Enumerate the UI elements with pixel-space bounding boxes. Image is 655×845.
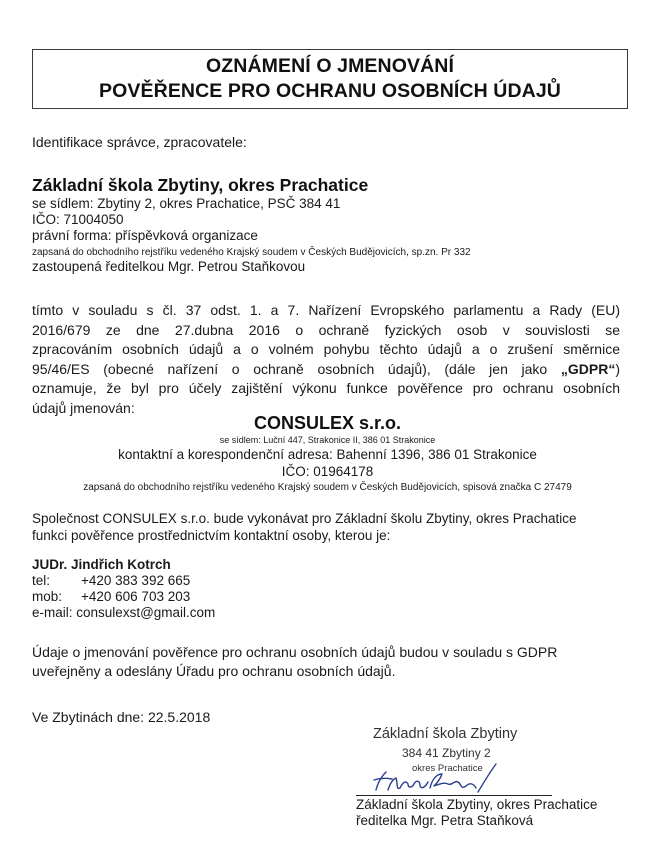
service-line-2: funkci pověřence prostřednictvím kontaktní osoby, kterou je:: [32, 528, 391, 543]
paragraph-text: ): [615, 360, 620, 377]
contact-mob: [32, 589, 190, 604]
signature-line: [356, 795, 552, 796]
stamp-line-2: 384 41 Zbytiny 2: [402, 746, 491, 760]
mob-label: mob:: [32, 589, 63, 604]
controller-seat: se sídlem: Zbytiny 2, okres Prachatice, PSČ 384 41: [32, 196, 341, 211]
dpo-company-seat: se sídlem: Luční 447, Strakonice II, 386 01 Strakonice: [219, 435, 436, 445]
paragraph-text: 95/46/ES (obecné nařízení o ochraně osobních údajů), (dále jen jako: [32, 360, 561, 377]
title-line-1: OZNÁMENÍ O JMENOVÁNÍ: [206, 55, 454, 77]
controller-name: Základní škola Zbytiny, okres Prachatice: [32, 175, 369, 195]
signature-block-line-2: ředitelka Mgr. Petra Staňková: [356, 813, 534, 828]
controller-register: zapsaná do obchodního rejstříku vedeného Krajský soudem v Českých Budějovicích, sp.zn. Pr 332: [32, 247, 471, 258]
controller-represented: zastoupená ředitelkou Mgr. Petrou Staňkovou: [32, 259, 306, 274]
paragraph-line: zpracováním osobních údajů a o volném pohybu těchto údajů a o zrušení směrnice: [32, 341, 620, 358]
tel-value: +420 383 392 665: [81, 573, 191, 588]
paragraph-line: [32, 360, 620, 380]
appointment-paragraph: [32, 301, 620, 419]
controller-legal-form: právní forma: příspěvková organizace: [32, 228, 258, 243]
dpo-contact-address: kontaktní a korespondenční adresa: Bahenní 1396, 386 01 Strakonice: [118, 447, 537, 462]
publication-line-2: uveřejněny a odeslány Úřadu pro ochranu osobních údajů.: [32, 663, 396, 679]
paragraph-line: údajů jmenován:: [32, 399, 135, 416]
paragraph-line: tímto v souladu s čl. 37 odst. 1. a 7. Nařízení Evropského parlamentu a Rady (EU): [32, 302, 620, 318]
contact-person-name: JUDr. Jindřich Kotrch: [32, 557, 171, 572]
email-label: e-mail:: [32, 605, 73, 620]
dpo-company-ico: IČO: 01964178: [281, 464, 374, 479]
document-title-box: [32, 49, 628, 109]
contact-tel: [32, 573, 190, 588]
controller-ico: IČO: 71004050: [32, 212, 124, 227]
contact-email: [32, 605, 215, 620]
mob-value: +420 606 703 203: [81, 589, 191, 604]
signature-block-line-1: Základní škola Zbytiny, okres Prachatice: [356, 797, 598, 812]
publication-line-1: Údaje o jmenování pověřence pro ochranu osobních údajů budou v souladu s GDPR: [32, 644, 558, 660]
title-line-2: POVĚŘENCE PRO OCHRANU OSOBNÍCH ÚDAJŮ: [99, 80, 561, 102]
controller-intro: Identifikace správce, zpracovatele:: [32, 134, 247, 150]
email-value[interactable]: consulexst@gmail.com: [76, 605, 216, 620]
service-line-1: Společnost CONSULEX s.r.o. bude vykonávat pro Základní školu Zbytiny, okres Prachatice: [32, 511, 577, 526]
gdpr-term: „GDPR“: [560, 360, 616, 377]
stamp-line-3: okres Prachatice: [412, 763, 483, 774]
date-place: Ve Zbytinách dne: 22.5.2018: [32, 709, 211, 725]
paragraph-line: 2016/679 ze dne 27.dubna 2016 o ochraně fyzických osob v souvislosti se: [32, 321, 620, 338]
dpo-company-register: zapsaná do obchodního rejstříku vedeného Krajský soudem v Českých Budějovicích, spisová značka C 27479: [83, 482, 572, 493]
stamp-line-1: Základní škola Zbytiny: [373, 726, 518, 742]
dpo-company-name: CONSULEX s.r.o.: [253, 413, 402, 433]
tel-label: tel:: [32, 573, 51, 588]
handwritten-signature: [370, 762, 510, 796]
paragraph-line: oznamuje, že byl pro účely zajištění výkonu funkce pověřence pro ochranu osobních: [32, 380, 620, 397]
